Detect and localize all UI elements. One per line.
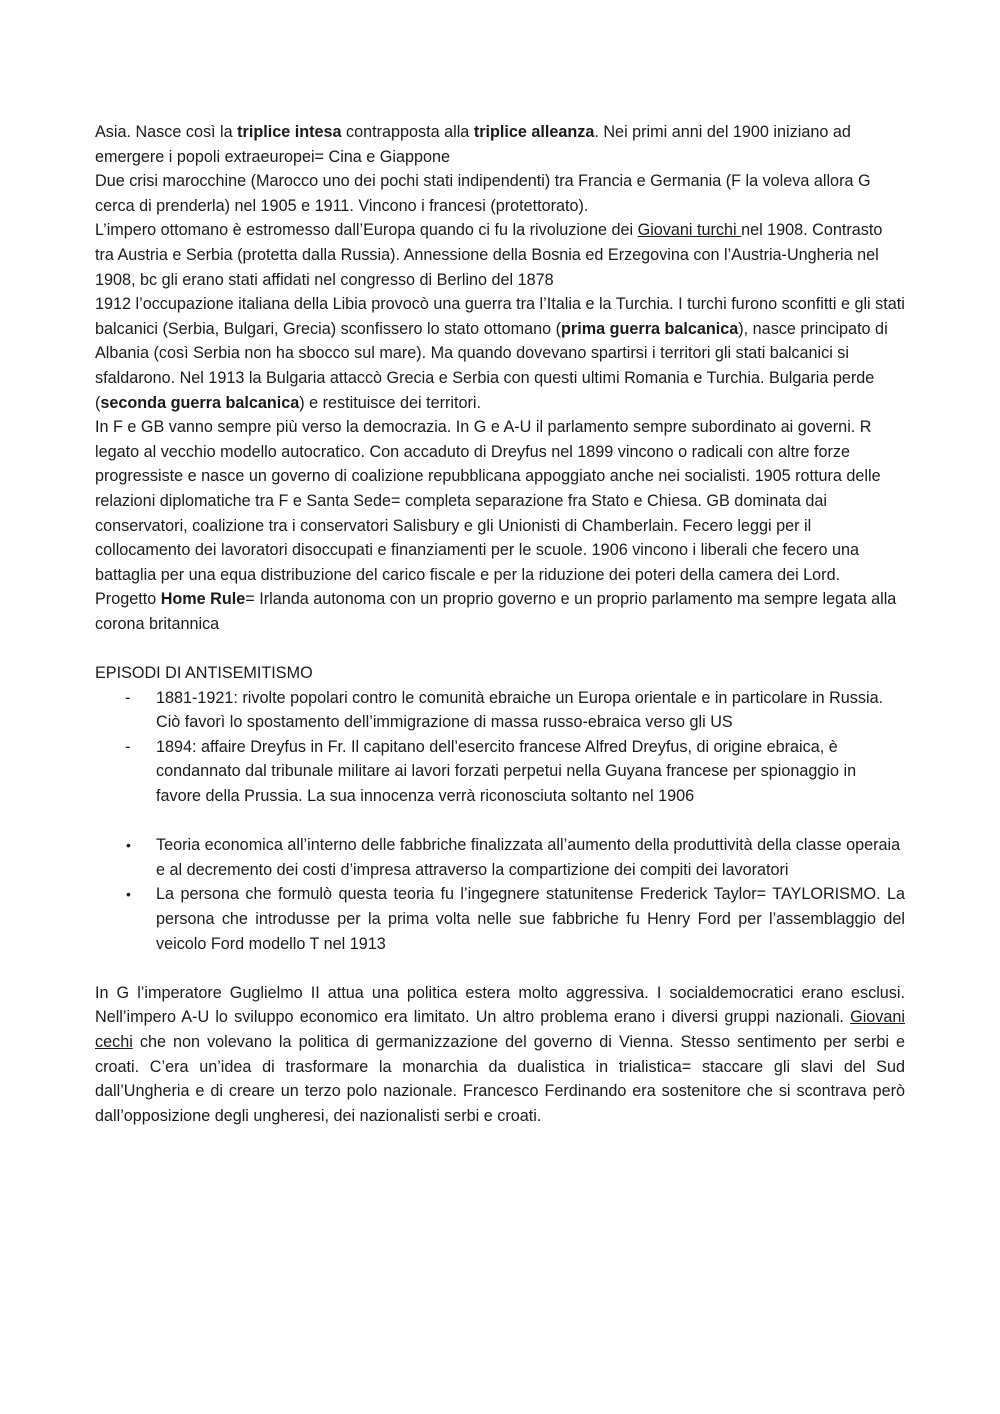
section-heading-antisemitismo: EPISODI DI ANTISEMITISMO: [95, 664, 313, 683]
underlined-term-giovani-cechi: Giovani cechi: [95, 1008, 905, 1051]
underlined-term-giovani-turchi: Giovani turchi: [637, 221, 742, 240]
bullet-list-taylorismo: [95, 833, 905, 956]
text-run: che non volevano la politica di germanizzazione del governo di Vienna. Stesso sentimento per serbi e croati. C’era un’idea di trasformare la monarchia da dualistica in trialistica= staccare gli slavi del Sud dall’Ungheria e di creare un terzo polo nazionale. Francesco Ferdinando era sostenitore che si scontrava però dall’opposizione degli ungheresi, dei nazionalisti serbi e croati.: [95, 1032, 905, 1125]
text-run: ), nasce principato di Albania (così Serbia non ha sbocco sul mare). Ma quando dovevano spartirsi i territori gli stati balcanici si sfaldarono. Nel 1913 la Bulgaria attaccò Grecia e Serbia con questi ultimi Romania e Turchia. Bulgaria perde (: [95, 319, 888, 412]
dash-marker: -: [125, 737, 131, 756]
bold-term-prima-guerra-balcanica: prima guerra balcanica: [561, 319, 739, 338]
list-item-text: 1881-1921: rivolte popolari contro le comunità ebraiche un Europa orientale e in particolare in Russia. Ciò favorì lo spostamento dell’immigrazione di massa russo-ebraica verso gli US: [156, 688, 884, 732]
text-run: 1912 l’occupazione italiana della Libia provocò una guerra tra l’Italia e la Turchia. I turchi furono sconfitti e gli stati balcanici (Serbia, Bulgari, Grecia) sconfissero lo stato ottomano (: [95, 295, 905, 338]
dash-marker: -: [125, 688, 131, 707]
text-run: ) e restituisce dei territori.: [299, 393, 481, 412]
text-run: . Nei primi anni del 1900 iniziano ad emergere i popoli extraeuropei= Cina e Giappone: [95, 123, 851, 166]
text-run: Asia. Nasce così la: [95, 123, 238, 141]
text-run: contrapposta alla: [341, 123, 474, 141]
dash-list-antisemitismo: [95, 686, 905, 809]
list-item: [95, 686, 905, 735]
list-item: [95, 735, 905, 809]
blank-line: [95, 809, 905, 834]
bold-term-home-rule: Home Rule: [160, 590, 246, 609]
list-item: [95, 882, 905, 956]
paragraph-crisi-marocchine: Due crisi marocchine (Marocco uno dei pochi stati indipendenti) tra Francia e Germania (F la voleva allora G cerca di prenderla) nel 1905 e 1911. Vincono i francesi (protettorato).: [95, 172, 871, 215]
bullet-icon: •: [126, 886, 131, 903]
blank-line: [95, 956, 905, 981]
text-run: L’impero ottomano è estromesso dall’Europa quando ci fu la rivoluzione dei: [95, 221, 638, 240]
bold-term-seconda-guerra-balcanica: seconda guerra balcanica: [100, 393, 300, 412]
bullet-icon: •: [126, 837, 131, 854]
text-run: In F e GB vanno sempre più verso la democrazia. In G e A-U il parlamento sempre subordinato ai governi. R legato al vecchio modello autocratico. Con accaduto di Dreyfus nel 1899 vincono o radicali con altre forze progressiste e nasce un governo di coalizione repubblicana appoggiato anche nei socialisti. 1905 rottura delle relazioni diplomatiche tra F e Santa Sede= completa separazione fra Stato e Chiesa. GB dominata dai conservatori, coalizione tra i conservatori Salisbury e gli Unionisti di Chamberlain. Fecero leggi per il collocamento dei lavoratori disoccupati e finanziamenti per le scuole. 1906 vincono i liberali che fecero una battaglia per una equa distribuzione del carico fiscale e per la riduzione dei poteri della camera dei Lord. Progetto: [95, 418, 881, 609]
bold-term-triplice-alleanza: triplice alleanza: [473, 123, 595, 141]
bold-term-triplice-intesa: triplice intesa: [237, 123, 342, 141]
paragraph-impero-germanico: [95, 981, 905, 1129]
paragraph-triplice-intesa: [95, 120, 905, 169]
list-item-text: La persona che formulò questa teoria fu l’ingegnere statunitense Frederick Taylor= TAYLORISMO. La persona che introdusse per la prima volta nelle sue fabbriche fu Henry Ford per l’assemblaggio del veicolo Ford modello T nel 1913: [156, 885, 905, 953]
text-run: = Irlanda autonoma con un proprio governo e un proprio parlamento ma sempre legata alla corona britannica: [95, 590, 897, 633]
text-run: In G l’imperatore Guglielmo II attua una politica estera molto aggressiva. I socialdemocratici erano esclusi. Nell’impero A-U lo sviluppo economico era limitato. Un altro problema erano i diversi gruppi nazionali.: [95, 983, 905, 1027]
text-run: nel 1908. Contrasto tra Austria e Serbia (protetta dalla Russia). Annessione della Bosnia ed Erzegovina con l’Austria-Ungheria nel 1908, bc gli erano stati affidati nel congresso di Berlino del 1878: [95, 221, 883, 289]
list-item-text: Teoria economica all’interno delle fabbriche finalizzata all’aumento della produttività della classe operaia e al decremento dei costi d’impresa attraverso la compartizione dei compiti dei lavoratori: [156, 836, 901, 879]
document-page: [95, 120, 905, 1128]
paragraph-guerre-balcaniche: [95, 292, 905, 415]
list-item-text: 1894: affaire Dreyfus in Fr. Il capitano dell’esercito francese Alfred Dreyfus, di origine ebraica, è condannato dal tribunale militare ai lavori forzati perpetui nella Guyana francese per spionaggio in favore della Prussia. La sua innocenza verrà riconosciuta soltanto nel 1906: [156, 737, 857, 806]
paragraph-impero-ottomano: [95, 218, 905, 292]
paragraph-democrazia: [95, 415, 905, 636]
list-item: [95, 833, 905, 882]
blank-line: [95, 636, 905, 661]
